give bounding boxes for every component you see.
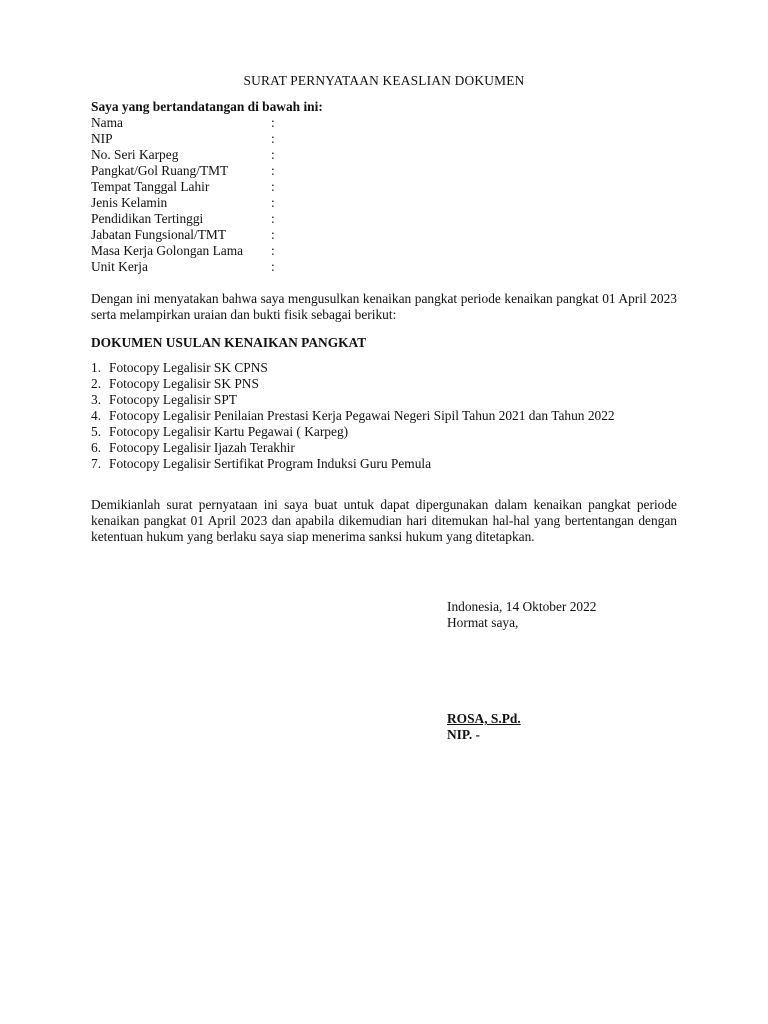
documents-heading: DOKUMEN USULAN KENAIKAN PANGKAT [91, 335, 367, 350]
identity-label: No. Seri Karpeg [91, 147, 179, 162]
identity-colon: : [271, 259, 275, 274]
signer-name: ROSA, S.Pd. [447, 711, 521, 726]
identity-row-pangkat [91, 163, 391, 179]
identity-label: Masa Kerja Golongan Lama [91, 243, 244, 258]
identity-label: Pangkat/Gol Ruang/TMT [91, 163, 229, 178]
list-item-number: 7. [91, 456, 102, 471]
identity-row-karpeg [91, 147, 391, 163]
identity-row-ttl [91, 179, 391, 195]
list-item-text: Fotocopy Legalisir SPT [109, 392, 237, 407]
identity-label: Jenis Kelamin [91, 195, 168, 210]
document-title: SURAT PERNYATAAN KEASLIAN DOKUMEN [243, 73, 525, 88]
list-item-number: 3. [91, 392, 102, 407]
identity-label: Pendidikan Tertinggi [91, 211, 204, 226]
identity-row-jenis-kelamin [91, 195, 391, 211]
identity-row-unit-kerja [91, 259, 391, 275]
identity-colon: : [271, 163, 275, 178]
place-date: Indonesia, 14 Oktober 2022 [447, 599, 597, 614]
identity-colon: : [271, 211, 275, 226]
identity-colon: : [271, 227, 275, 242]
identity-fields [91, 115, 391, 275]
identity-colon: : [271, 147, 275, 162]
identity-colon: : [271, 195, 275, 210]
list-item-number: 1. [91, 360, 102, 375]
list-item [91, 440, 677, 456]
intro-statement: Saya yang bertandatangan di bawah ini: [91, 99, 323, 114]
closing-salutation: Hormat saya, [447, 615, 519, 630]
list-item-text: Fotocopy Legalisir Ijazah Terakhir [109, 440, 295, 455]
identity-colon: : [271, 115, 275, 130]
documents-list [91, 360, 677, 472]
list-item-text: Fotocopy Legalisir Penilaian Prestasi Kerja Pegawai Negeri Sipil Tahun 2021 dan Tahun 2022 [109, 408, 615, 423]
identity-row-masa-kerja [91, 243, 391, 259]
identity-row-nip [91, 131, 391, 147]
identity-row-nama [91, 115, 391, 131]
list-item [91, 376, 677, 392]
identity-label: Nama [91, 115, 123, 130]
signer-nip: NIP. - [447, 727, 480, 742]
list-item [91, 392, 677, 408]
identity-row-pendidikan [91, 211, 391, 227]
statement-paragraph: Dengan ini menyatakan bahwa saya mengusulkan kenaikan pangkat periode kenaikan pangkat 01 April 2023 serta melampirkan uraian dan bukti fisik sebagai berikut: [91, 291, 677, 322]
list-item [91, 360, 677, 376]
list-item [91, 456, 677, 472]
identity-colon: : [271, 179, 275, 194]
list-item [91, 408, 677, 424]
list-item-number: 6. [91, 440, 102, 455]
list-item-text: Fotocopy Legalisir Kartu Pegawai ( Karpeg) [109, 424, 349, 439]
list-item-number: 4. [91, 408, 102, 423]
list-item-text: Fotocopy Legalisir Sertifikat Program Induksi Guru Pemula [109, 456, 432, 471]
list-item-number: 2. [91, 376, 102, 391]
identity-label: Unit Kerja [91, 259, 148, 274]
list-item-number: 5. [91, 424, 102, 439]
list-item [91, 424, 677, 440]
identity-label: NIP [91, 131, 113, 146]
identity-colon: : [271, 131, 275, 146]
identity-label: Jabatan Fungsional/TMT [91, 227, 227, 242]
identity-row-jabatan [91, 227, 391, 243]
closing-paragraph: Demikianlah surat pernyataan ini saya buat untuk dapat dipergunakan dalam kenaikan pangkat periode kenaikan pangkat 01 April 2023 dan apabila dikemudian hari ditemukan hal-hal yang bertentangan dengan ketentuan hukum yang berlaku saya siap menerima sanksi hukum yang ditetapkan. [91, 497, 677, 544]
list-item-text: Fotocopy Legalisir SK CPNS [109, 360, 268, 375]
list-item-text: Fotocopy Legalisir SK PNS [109, 376, 259, 391]
identity-label: Tempat Tanggal Lahir [91, 179, 210, 194]
identity-colon: : [271, 243, 275, 258]
